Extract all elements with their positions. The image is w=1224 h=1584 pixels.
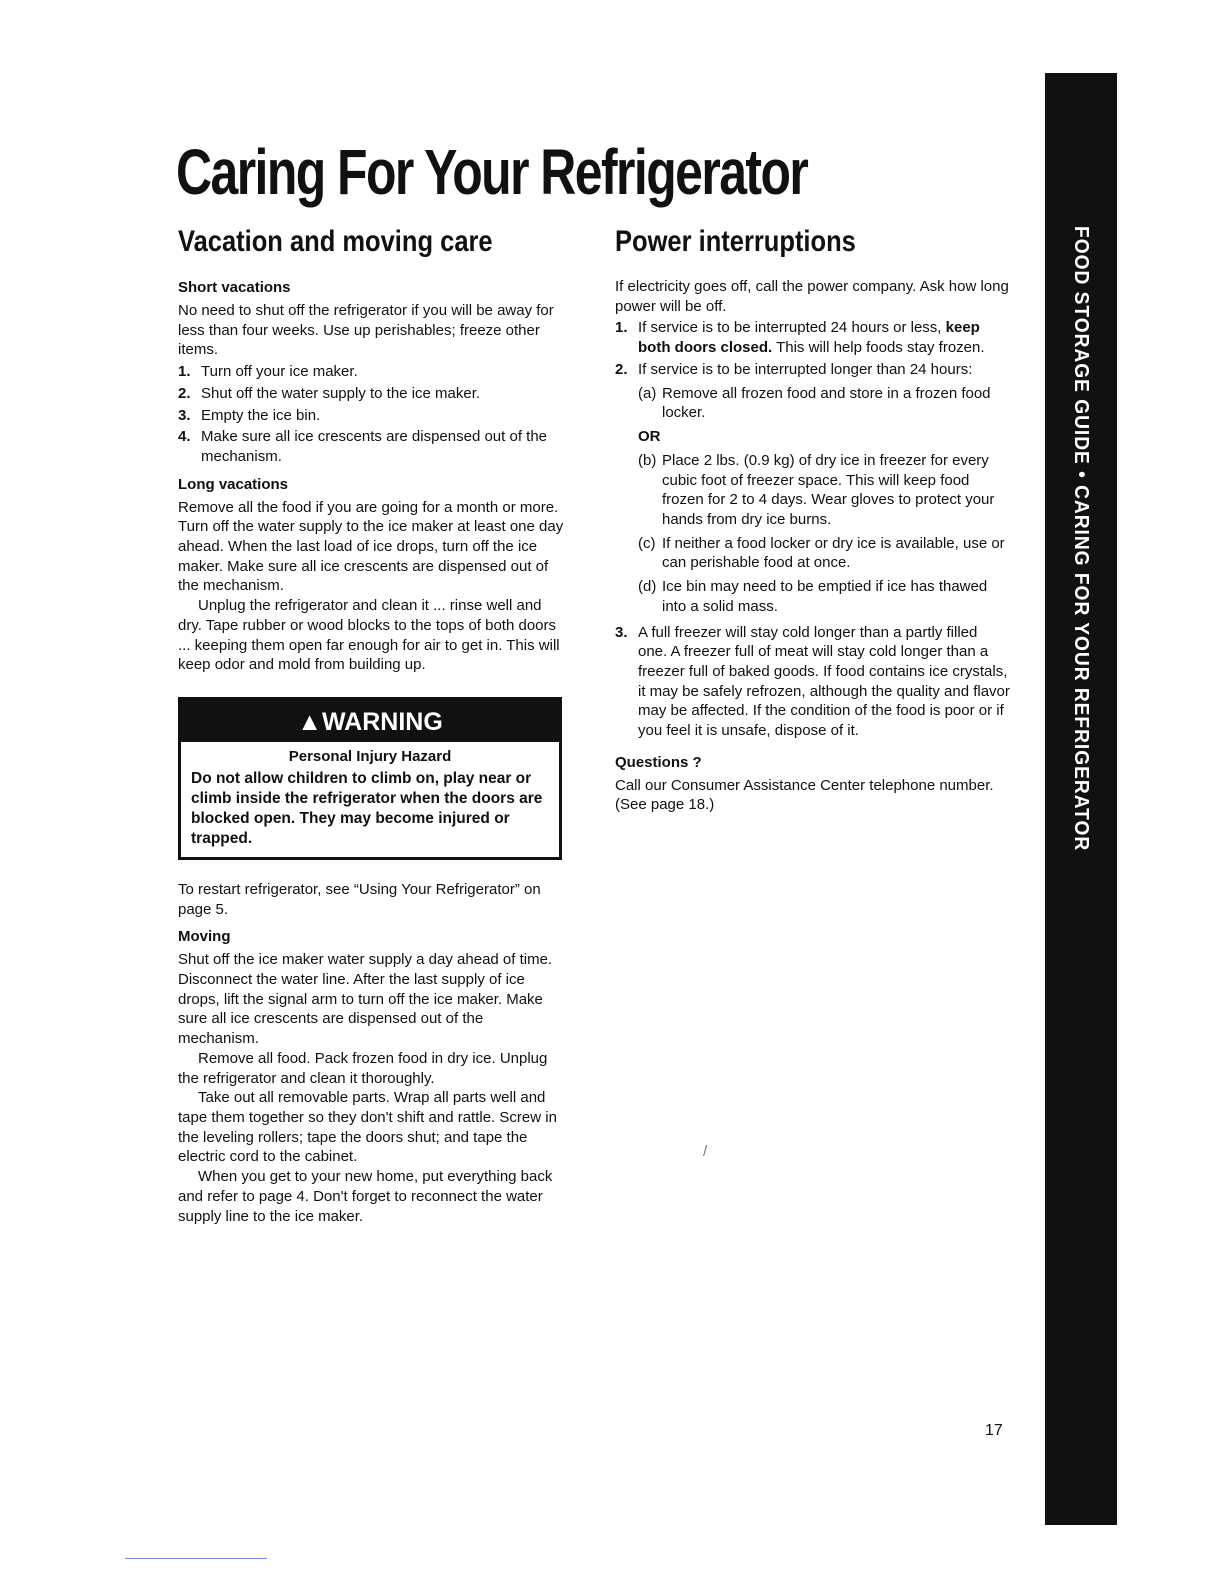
side-tab-label: FOOD STORAGE GUIDE • CARING FOR YOUR REFRIGERATOR <box>1070 226 1092 852</box>
power-intro: If electricity goes off, call the power company. Ask how long power will be off. <box>615 278 1009 315</box>
step-text: Shut off the water supply to the ice maker. <box>201 384 481 402</box>
step-text-part: If service is to be interrupted 24 hours or less, <box>638 319 946 337</box>
step-number: 3. <box>178 406 191 424</box>
list-item <box>178 406 568 426</box>
list-item <box>178 427 568 466</box>
sub-step-text: Remove all frozen food and store in a frozen food locker. <box>662 384 991 422</box>
list-item <box>615 318 1010 357</box>
sub-step-label: (c) <box>638 534 656 552</box>
sub-step-text: If neither a food locker or dry ice is available, use or can perishable food at once. <box>662 534 1005 572</box>
page-title: Caring For Your Refrigerator <box>176 136 808 208</box>
page-number: 17 <box>985 1422 1003 1439</box>
questions-text: Call our Consumer Assistance Center telephone number. (See page 18.) <box>615 776 994 814</box>
restart-note: To restart refrigerator, see “Using Your Refrigerator” on page 5. <box>178 880 541 918</box>
sub-steps <box>638 451 1010 617</box>
list-item <box>615 360 1010 621</box>
power-column <box>615 225 1010 815</box>
moving-paragraph: Shut off the ice maker water supply a day ahead of time. Disconnect the water line. After the last supply of ice drops, lift the signal arm to turn off the ice maker. Make sure all ice crescents are dispensed out of the mechanism. <box>178 951 553 1048</box>
moving-section <box>178 927 568 1226</box>
list-item <box>615 623 1010 741</box>
moving-paragraph: Take out all removable parts. Wrap all parts well and tape them together so they don't shift and rattle. Screw in the leveling rollers; tape the doors shut; and tape the electric cord to the cabinet. <box>178 1089 557 1166</box>
short-vacations-steps <box>178 362 568 467</box>
step-text: Make sure all ice crescents are dispensed out of the mechanism. <box>201 428 548 465</box>
step-emphasis: keep both doors closed. <box>638 319 980 357</box>
step-text: Empty the ice bin. <box>201 406 321 424</box>
warning-box <box>178 697 562 860</box>
sub-step-text: Place 2 lbs. (0.9 kg) of dry ice in freezer for every cubic foot of freezer space. This will keep food frozen for 2 to 4 days. Wear gloves to protect your hands from dry ice burns. <box>662 451 995 529</box>
vacation-heading: Vacation and moving care <box>178 225 493 258</box>
step-text-part: This will help foods stay frozen. <box>772 339 985 357</box>
step-number: 2. <box>615 360 628 378</box>
sub-steps <box>638 384 1010 423</box>
step-text: A full freezer will stay cold longer than a partly filled one. A freezer full of meat will stay cold longer than a freezer full of baked goods. If food contains ice crystals, it may be safely refrozen, although the quality and flavor may be affected. If the condition of the food is poor or if you feel it is unsafe, dispose of it. <box>638 623 1010 740</box>
short-vacations-section <box>178 278 568 467</box>
stray-mark: / <box>703 1143 708 1160</box>
step-number: 1. <box>178 363 191 381</box>
questions-section <box>615 753 1010 815</box>
sub-step-label: (a) <box>638 384 657 402</box>
step-text-part: If service is to be interrupted longer than 24 hours: <box>638 360 973 378</box>
step-text <box>638 318 1010 357</box>
list-item <box>638 451 1010 530</box>
short-vacations-intro: No need to shut off the refrigerator if you will be away for less than four weeks. Use up perishables; freeze other items. <box>178 302 554 359</box>
list-item <box>638 534 1010 573</box>
list-item <box>178 362 568 382</box>
long-vacations-section <box>178 475 568 675</box>
footer-rule <box>125 1558 267 1559</box>
step-number: 2. <box>178 384 191 402</box>
long-vacations-paragraph: Remove all the food if you are going for a month or more. Turn off the water supply to the ice maker at least one day ahead. When the last load of ice drops, turn off the ice maker. Make sure all ice crescents are dispensed out of the mechanism. <box>178 498 564 595</box>
list-item <box>178 384 568 404</box>
step-number: 1. <box>615 319 628 337</box>
step-text <box>638 360 1010 621</box>
step-number: 3. <box>615 623 628 641</box>
or-label: OR <box>638 427 661 445</box>
power-heading: Power interruptions <box>615 225 856 258</box>
sub-step-label: (b) <box>638 451 657 469</box>
vacation-column <box>178 225 568 1226</box>
power-steps <box>615 318 1010 740</box>
warning-header <box>181 700 559 742</box>
sub-step-label: (d) <box>638 578 657 596</box>
step-text: Turn off your ice maker. <box>201 363 358 381</box>
step-number: 4. <box>178 428 191 446</box>
short-vacations-heading: Short vacations <box>178 279 291 296</box>
warning-label: WARNING <box>321 707 443 736</box>
list-item <box>638 577 1010 616</box>
questions-heading: Questions ? <box>615 753 702 771</box>
moving-heading: Moving <box>178 928 231 946</box>
long-vacations-heading: Long vacations <box>178 475 289 493</box>
list-item <box>638 384 1010 423</box>
long-vacations-paragraph: Unplug the refrigerator and clean it ... rinse well and dry. Tape rubber or wood blocks to the tops of both doors ... keeping them open far enough for air to get in. This will keep odor and mold from building up. <box>178 597 560 674</box>
moving-paragraph: Remove all food. Pack frozen food in dry ice. Unplug the refrigerator and clean it thoroughly. <box>178 1049 548 1087</box>
moving-paragraph: When you get to your new home, put everything back and refer to page 4. Don't forget to reconnect the water supply line to the ice maker. <box>178 1168 553 1225</box>
warning-triangle-icon: ▲ <box>297 707 322 736</box>
warning-text: Do not allow children to climb on, play near or climb inside the refrigerator when the doors are blocked open. They may become injured or trapped. <box>191 769 543 847</box>
warning-subtitle: Personal Injury Hazard <box>288 747 452 765</box>
sub-step-text: Ice bin may need to be emptied if ice has thawed into a solid mass. <box>662 578 988 615</box>
